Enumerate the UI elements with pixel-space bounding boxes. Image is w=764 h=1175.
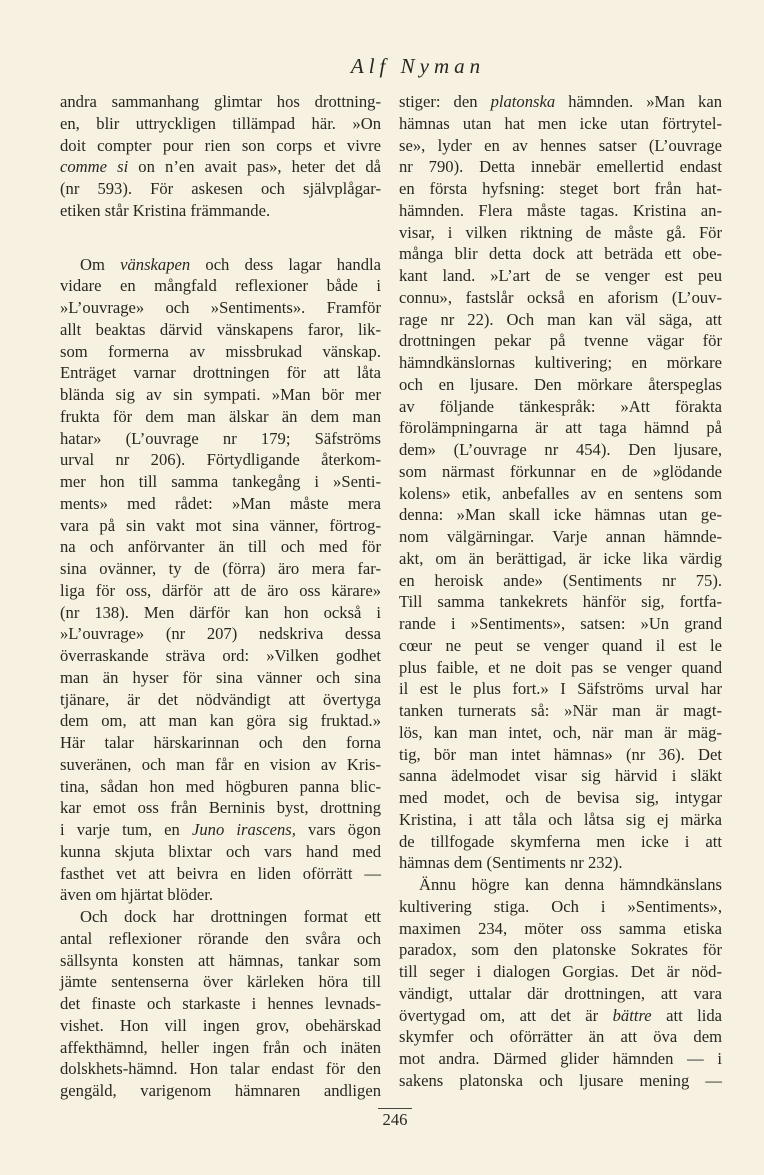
text-segment: Om (80, 254, 121, 274)
text-segment: allt beaktas därvid vänskapens faror, lik- (60, 319, 381, 339)
text-segment: connu», fastslår också en aforism (L’ouv- (399, 287, 722, 307)
text-line (60, 1037, 381, 1059)
text-segment: cœur ne peut se venger quand il est le (399, 635, 722, 655)
text-segment: många blir detta dock att beträda ett obe- (399, 244, 722, 264)
text-segment: och en ljusare. Den mörkare återspeglas (399, 374, 722, 394)
text-line (60, 580, 381, 602)
text-line (60, 841, 381, 863)
text-segment: stiger: den (399, 92, 491, 111)
text-segment: lös, kan man intet, och, när man är mäg- (399, 722, 722, 742)
text-segment: fasthet vet att beivra en liden oförrätt — (60, 863, 381, 883)
text-line (399, 635, 722, 657)
text-segment: »L’ouvrage» och »Sentiments». Framför (60, 298, 381, 317)
text-segment: Ännu högre kan denna hämndkänslans (419, 875, 722, 894)
running-title: Alf Nyman (350, 54, 486, 78)
text-segment: suveränen, och man får en vision av Kris- (60, 754, 381, 774)
text-line (399, 374, 722, 396)
text-segment: andra sammanhang glimtar hos drottning- (60, 92, 381, 111)
text-segment: urval nr 206). Förtydligande återkom- (60, 450, 381, 470)
text-line (60, 645, 381, 667)
text-line (60, 863, 381, 885)
text-segment: en heroisk ande» (Sentiments nr 75). (399, 570, 722, 590)
text-line (399, 983, 722, 1005)
text-segment: nr 790). Detta innebär emellertid endast (399, 157, 722, 177)
text-line (399, 1005, 722, 1027)
text-line (60, 200, 381, 222)
text-segment: etiken står Kristina främmande. (60, 200, 271, 220)
text-line (60, 732, 381, 754)
text-segment: hämnas dem (Sentiments nr 232). (399, 853, 623, 873)
text-segment: antal reflexioner rörande den svåra och (60, 928, 381, 948)
italic-text: bättre (612, 1005, 652, 1025)
text-line (399, 1070, 722, 1092)
text-line (60, 1080, 381, 1102)
text-segment: kar emot oss från Berninis byst, drottning (60, 798, 381, 818)
text-segment: det finaste och starkaste i hennes levnads- (60, 994, 381, 1013)
text-line (399, 570, 722, 592)
text-segment: (nr 593). För askesen och självplågar- (60, 179, 381, 198)
text-line (399, 765, 722, 787)
text-segment: en första hyfsning: steget bort från hat- (399, 179, 722, 198)
text-segment: dolskhets-hämnd. Hon talar endast för den (60, 1059, 381, 1079)
text-line (399, 287, 722, 309)
text-line (399, 809, 722, 831)
text-line (399, 461, 722, 483)
text-line (60, 602, 381, 624)
text-line (399, 700, 722, 722)
text-segment: hämnden. Flera måste tagas. Kristina an- (399, 200, 722, 220)
text-segment: hatar» (L’ouvrage nr 179; Säfströms (60, 428, 381, 448)
text-line (399, 156, 722, 178)
text-segment: affekthämnd, heller ingen från och inäten (60, 1037, 381, 1057)
text-segment: frukta för dem man älskar än dem man (60, 406, 381, 426)
text-line (399, 852, 722, 874)
italic-text: vänskapen (120, 254, 191, 274)
text-segment: med modet, och de bevisa sig, intygar (399, 788, 722, 807)
text-segment: som formerna av missbrukad vänskap. (60, 341, 381, 361)
text-line (399, 1048, 722, 1070)
text-line (399, 918, 722, 940)
text-segment: kant land. »L’art de se venger est peu (399, 266, 722, 285)
text-line (399, 722, 722, 744)
text-line (60, 362, 381, 384)
text-line (60, 667, 381, 689)
text-segment: överraskande sträva ord: »Vilken godhet (60, 646, 381, 665)
text-segment: tanken turnerats så: »När man är magt- (399, 701, 722, 720)
text-segment: av följande tänkespråk: »Att förakta (399, 396, 722, 416)
text-line (399, 483, 722, 505)
text-line (60, 319, 381, 341)
italic-text: comme si (60, 157, 129, 177)
text-line (399, 591, 722, 613)
text-segment: man än hyser för sina vänner och sina (60, 667, 381, 687)
text-line (60, 928, 381, 950)
text-line (60, 971, 381, 993)
page-number: 246 (382, 1110, 408, 1129)
text-line (399, 1026, 722, 1048)
text-line (60, 135, 381, 157)
text-line (399, 309, 722, 331)
text-segment: ments» med rådet: »Man måste mera (60, 493, 381, 513)
text-line (60, 471, 381, 493)
text-line (399, 135, 722, 157)
text-segment: hämndkänslornas kultivering; en mörkare (399, 353, 722, 372)
text-line (60, 297, 381, 319)
text-segment: Enträget varnar drottningen för att låta (60, 363, 381, 383)
text-segment: tjänare, är det nödvändigt att övertyga (60, 689, 381, 709)
text-segment: hämnas utan hat men icke utan förtrytel- (399, 113, 722, 133)
text-segment: tina, sådan hon med högburen panna blic- (60, 776, 381, 796)
paragraph (60, 906, 381, 1102)
text-line (60, 254, 381, 276)
text-line (60, 493, 381, 515)
text-line (399, 265, 722, 287)
text-line (399, 352, 722, 374)
text-segment: sanna ädelmodet visar sig härvid i släkt (399, 766, 722, 786)
text-segment: övertygad om, att det är (399, 1005, 613, 1025)
text-segment: kultivering stiga. Och i »Sentiments», (399, 896, 722, 916)
text-segment: visar, i vilken riktning de måste gå. För (399, 222, 722, 242)
text-segment: en, blir uttryckligen tillämpad här. »On (60, 113, 381, 133)
text-segment: Och dock har drottningen format ett (80, 907, 381, 926)
text-segment: till seger i dialogen Gorgias. Det är nöd- (399, 962, 722, 981)
text-line (399, 548, 722, 570)
text-segment: sällsynta konsten att hämnas, tankar som (60, 950, 381, 970)
text-segment: som närmast förkunnar en de »glödande (399, 461, 722, 481)
text-segment: hämnden. »Man kan (555, 92, 723, 111)
paragraph (399, 874, 722, 1092)
text-line (399, 874, 722, 896)
text-segment: vars ögon (295, 820, 381, 839)
text-segment: även om hjärtat blöder. (60, 885, 213, 905)
text-line (60, 884, 381, 906)
text-line (60, 428, 381, 450)
text-segment: att lida (651, 1005, 722, 1025)
text-line (60, 819, 381, 841)
text-line (399, 961, 722, 983)
text-segment: plus faible, et ne doit pas se venger quand (399, 657, 722, 677)
text-line (60, 91, 381, 113)
text-segment: sina ovänner, ty de (förra) äro mera far- (60, 559, 381, 578)
text-line (60, 275, 381, 297)
text-segment: se», lyder en av hennes satser (L’ouvrage (399, 135, 722, 155)
text-line (60, 950, 381, 972)
text-segment: jämte sentenserna över kärleken höra till (60, 972, 381, 992)
text-segment: maximen 234, möter oss samma etiska (399, 918, 722, 938)
text-segment: paradox, som den platonske Sokrates för (399, 940, 722, 960)
text-line (60, 515, 381, 537)
text-line (60, 156, 381, 178)
text-segment: rage nr 22). Och man kan väl säga, att (399, 309, 722, 329)
text-segment: vändigt, uttalar där drottningen, att vara (399, 983, 722, 1003)
paragraph (60, 254, 381, 907)
text-line (60, 406, 381, 428)
text-segment: on n’en avait pas», heter det då (128, 157, 381, 177)
text-segment: blända sig av sin sympati. »Man bör mer (60, 385, 381, 404)
paragraph (399, 91, 722, 874)
text-line (399, 113, 722, 135)
text-segment: vara på sin vakt mot sina vänner, förtrog- (60, 515, 381, 535)
text-segment: nom välgärningar. Varje annan hämnde- (399, 527, 722, 546)
text-segment: skymfer och oförrätter än att öva dem (399, 1027, 722, 1047)
text-segment: vishet. Hon vill ingen grov, obehärskad (60, 1015, 381, 1035)
text-line (399, 787, 722, 809)
paragraph (60, 91, 381, 222)
text-line (399, 243, 722, 265)
text-line (60, 623, 381, 645)
text-line (399, 330, 722, 352)
text-segment: förolämpningarna är att taga hämnd på (399, 418, 722, 438)
text-segment: vidare en mångfald reflexioner både i (60, 276, 381, 296)
text-line (399, 439, 722, 461)
text-line (60, 797, 381, 819)
text-line (399, 744, 722, 766)
text-segment: de tillfogade skymferna men icke i att (399, 831, 722, 851)
text-line (60, 754, 381, 776)
text-segment: mer hon till samma tankegång i »Senti- (60, 472, 381, 491)
text-line (60, 113, 381, 135)
italic-text: platonska (490, 92, 556, 111)
text-line (399, 396, 722, 418)
right-column (399, 91, 722, 1092)
text-line (60, 906, 381, 928)
text-line (60, 993, 381, 1015)
text-segment: i varje tum, en (60, 820, 192, 839)
text-segment: »L’ouvrage» (nr 207) nedskriva dessa (60, 624, 381, 644)
text-line (60, 776, 381, 798)
text-segment: och dess lagar handla (190, 254, 381, 274)
italic-text: Juno irascens, (191, 820, 296, 839)
text-line (60, 1058, 381, 1080)
text-segment: liga för oss, därför att de äro oss kärare» (60, 580, 381, 600)
text-segment: dem» (L’ouvrage nr 454). Den ljusare, (399, 440, 722, 459)
text-line (399, 613, 722, 635)
text-line (399, 939, 722, 961)
text-line (399, 831, 722, 853)
text-line (60, 1015, 381, 1037)
text-line (60, 341, 381, 363)
text-segment: akt, om än berättigad, är icke lika värdig (399, 548, 722, 568)
text-line (399, 417, 722, 439)
text-line (399, 526, 722, 548)
text-line (399, 200, 722, 222)
text-segment: il est le plus fort.» I Säfströms urval har (399, 679, 722, 699)
text-segment: tig, bör man intet hämnas» (nr 36). Det (399, 744, 722, 764)
text-line (399, 222, 722, 244)
text-line (60, 384, 381, 406)
text-line (60, 178, 381, 200)
text-line (60, 710, 381, 732)
text-segment: (nr 138). Men därför kan hon också i (60, 602, 381, 622)
text-segment: gengäld, varigenom hämnaren andligen (60, 1081, 381, 1100)
text-segment: kolens» etik, anbefalles av en sentens som (399, 483, 722, 503)
text-line (60, 558, 381, 580)
text-line (399, 91, 722, 113)
text-segment: dem om, att man kan göra sig fruktad.» (60, 711, 381, 731)
page-number-rule (378, 1108, 412, 1109)
text-line (60, 449, 381, 471)
text-line (60, 536, 381, 558)
text-segment: doit compter pour rien son corps et vivre (60, 135, 381, 155)
text-segment: Till samma tankekrets hänför sig, fortfa- (399, 592, 722, 612)
text-line (60, 689, 381, 711)
text-line (399, 678, 722, 700)
text-line (399, 504, 722, 526)
text-segment: Kristina, i att tåla och låtsa sig ej märka (399, 809, 722, 829)
text-segment: drottningen pekar på tvenne vägar för (399, 331, 722, 351)
text-line (399, 657, 722, 679)
text-segment: mot andra. Därmed glider hämnden — i (399, 1049, 722, 1068)
text-segment: kunna skjuta blixtar och vars hand med (60, 841, 381, 861)
text-line (399, 896, 722, 918)
text-line (399, 178, 722, 200)
text-segment: Här talar härskarinnan och den forna (60, 733, 381, 752)
text-segment: sakens platonska och ljusare mening — (399, 1070, 722, 1090)
text-segment: denna: »Man skall icke hämnas utan ge- (399, 505, 722, 525)
left-column (60, 91, 381, 1102)
text-segment: na och anförvanter än till och med för (60, 537, 381, 557)
text-segment: rande i »Sentiments», satsen: »Un grand (399, 614, 722, 633)
